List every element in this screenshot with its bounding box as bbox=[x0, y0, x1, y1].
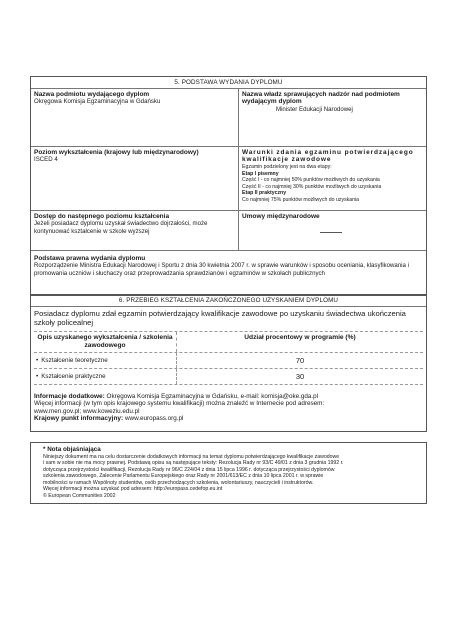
stage1-label: Etap I pisemny bbox=[242, 170, 279, 177]
authority-value: Minister Edukacji Narodowej bbox=[276, 106, 353, 114]
stage1-line2: Część II - co najmniej 30% punktów możliwych do uzyskania bbox=[242, 183, 382, 190]
stage1-line1: Część I - co najmniej 50% punktów możliwych do uzyskania bbox=[242, 177, 380, 184]
access-value: Jeżeli posiadacz dyplomu uzyskał świadectwo dojrzałości, może kontynuować kształcenie w szkole wyższej bbox=[34, 220, 208, 235]
access-row bbox=[31, 211, 426, 251]
agreements-empty-line bbox=[242, 220, 423, 236]
explanatory-note bbox=[30, 442, 427, 504]
info-label: Informacje dodatkowe: bbox=[34, 392, 105, 400]
program-col-b-header: Udział procentowy w programie (%) bbox=[244, 333, 356, 341]
program-col-a-header: Opis uzyskanego wykształcenia / szkolenia zawodowego bbox=[34, 332, 177, 352]
conditions-label: Warunki zdania egzaminu potwierdzającego kwalifikacje zawodowe bbox=[242, 148, 414, 164]
issuer-cell bbox=[31, 89, 239, 146]
note-line-6: Więcej informacji można uzyskać pod adresem: http://europass.cedefop.eu.int bbox=[43, 486, 223, 493]
section-6-title: 6. PRZEBIEG KSZTAŁCENIA ZAKOŃCZONEGO UZYSKANIEM DYPLOMU bbox=[31, 295, 426, 307]
agreements-cell bbox=[239, 211, 426, 250]
stage2-label: Etap II praktyczny bbox=[242, 190, 287, 197]
contact-line bbox=[34, 415, 423, 423]
info-line-1 bbox=[34, 393, 423, 401]
level-row bbox=[31, 147, 426, 211]
note-line-1: Niniejszy dokument ma na celu dostarczenie dodatkowych informacji na temat dyplomu potwierdzającego kwalifikacje zawodowe bbox=[43, 453, 340, 460]
info-line-3: www.men.gov.pl; www.koweziu.edu.pl bbox=[34, 407, 140, 415]
level-label: Poziom wykształcenia (krajowy lub międzynarodowy) bbox=[34, 148, 199, 156]
table-row bbox=[34, 369, 423, 385]
program-row-value: 70 bbox=[295, 355, 305, 365]
access-cell bbox=[31, 211, 239, 250]
note-line-3: dotycząca przejrzystości kwalifikacji, Rezolucja Rady nr 96/C 224/04 z dnia 15 lipca 1996 r. dotycząca przejrzystości dyplomów bbox=[43, 466, 335, 473]
conditions-cell bbox=[239, 147, 426, 210]
note-line-7: © European Communities 2002 bbox=[43, 492, 116, 499]
level-value: ISCED 4 bbox=[34, 156, 58, 164]
issuer-value: Okręgowa Komisja Egzaminacyjna w Gdańsku bbox=[34, 98, 161, 106]
program-table-header bbox=[34, 331, 423, 353]
level-cell bbox=[31, 147, 239, 210]
issuer-row bbox=[31, 89, 426, 147]
info-line-2: Więcej informacji (w tym opis krajowego systemu kwalifikacji) można znaleźć w Internecie pod adresem: bbox=[34, 400, 325, 408]
legal-cell bbox=[31, 251, 426, 295]
conditions-intro: Egzamin podzielony jest na dwa etapy: bbox=[242, 164, 332, 171]
program-row-label: • Kształcenie praktyczne bbox=[34, 369, 177, 384]
section-6-intro: Posiadacz dyplomu zdał egzamin potwierdzający kwalifikacje zawodowe po uzyskaniu świadectwa ukończenia szkoły policealnej bbox=[34, 308, 406, 327]
section-6 bbox=[30, 294, 427, 432]
authority-label: Nazwa władz sprawujących nadzór nad podmiotem wydającym dyplom bbox=[242, 90, 400, 106]
access-label: Dostęp do następnego poziomu kształcenia bbox=[34, 212, 170, 220]
note-line-5: mobilności w ramach Wspólnoty studentów, osób przechodzących szkolenia, wolontariuszy, nauczycieli i instruktorów. bbox=[43, 479, 314, 486]
note-line-2: i sam w sobie nie ma mocy prawnej. Podstawą opisu są następujące teksty: Rezolucja Rady nr 93/C 49/01 z dnia 3 grudnia 1992 r. bbox=[43, 460, 344, 467]
program-row-value: 30 bbox=[295, 371, 305, 381]
legal-label: Podstawa prawna wydania dyplomu bbox=[34, 254, 146, 262]
info-value: Okręgowa Komisja Egzaminacyjna w Gdańsku, e-mail: komisja@oke.gda.pl bbox=[104, 392, 319, 400]
table-row bbox=[34, 353, 423, 369]
additional-info bbox=[31, 385, 426, 424]
stage2-line1: Co najmniej 75% punktów możliwych do uzyskania bbox=[242, 196, 360, 203]
program-table bbox=[34, 331, 423, 385]
contact-value: www.europass.org.pl bbox=[123, 415, 184, 423]
legal-value: Rozporządzenie Ministra Edukacji Narodowej i Sportu z dnia 30 kwietnia 2007 r. w sprawie warunków i sposobu oceniania, klasyfikowania i promowania uczniów i słuchaczy oraz przeprowadzania sprawdzianów i egzaminów w szkołach publicznych bbox=[34, 262, 409, 277]
authority-cell bbox=[239, 89, 426, 146]
section-5 bbox=[30, 76, 427, 296]
note-title: * Nota objaśniająca bbox=[43, 446, 101, 453]
program-row-label: • Kształcenie teoretyczne bbox=[34, 353, 177, 368]
section-5-title: 5. PODSTAWA WYDANIA DYPLOMU bbox=[31, 77, 426, 89]
note-line-4: szkolenia zawodowego, Zalecenie Parlamentu Europejskiego oraz Rady nr 2001/613/EC z dnia 10 lipca 2001 r. w sprawie bbox=[43, 473, 324, 480]
agreements-label: Umowy międzynarodowe bbox=[242, 212, 320, 220]
issuer-label: Nazwa podmiotu wydającego dyplom bbox=[34, 90, 150, 98]
contact-label: Krajowy punkt informacyjny: bbox=[34, 415, 124, 423]
